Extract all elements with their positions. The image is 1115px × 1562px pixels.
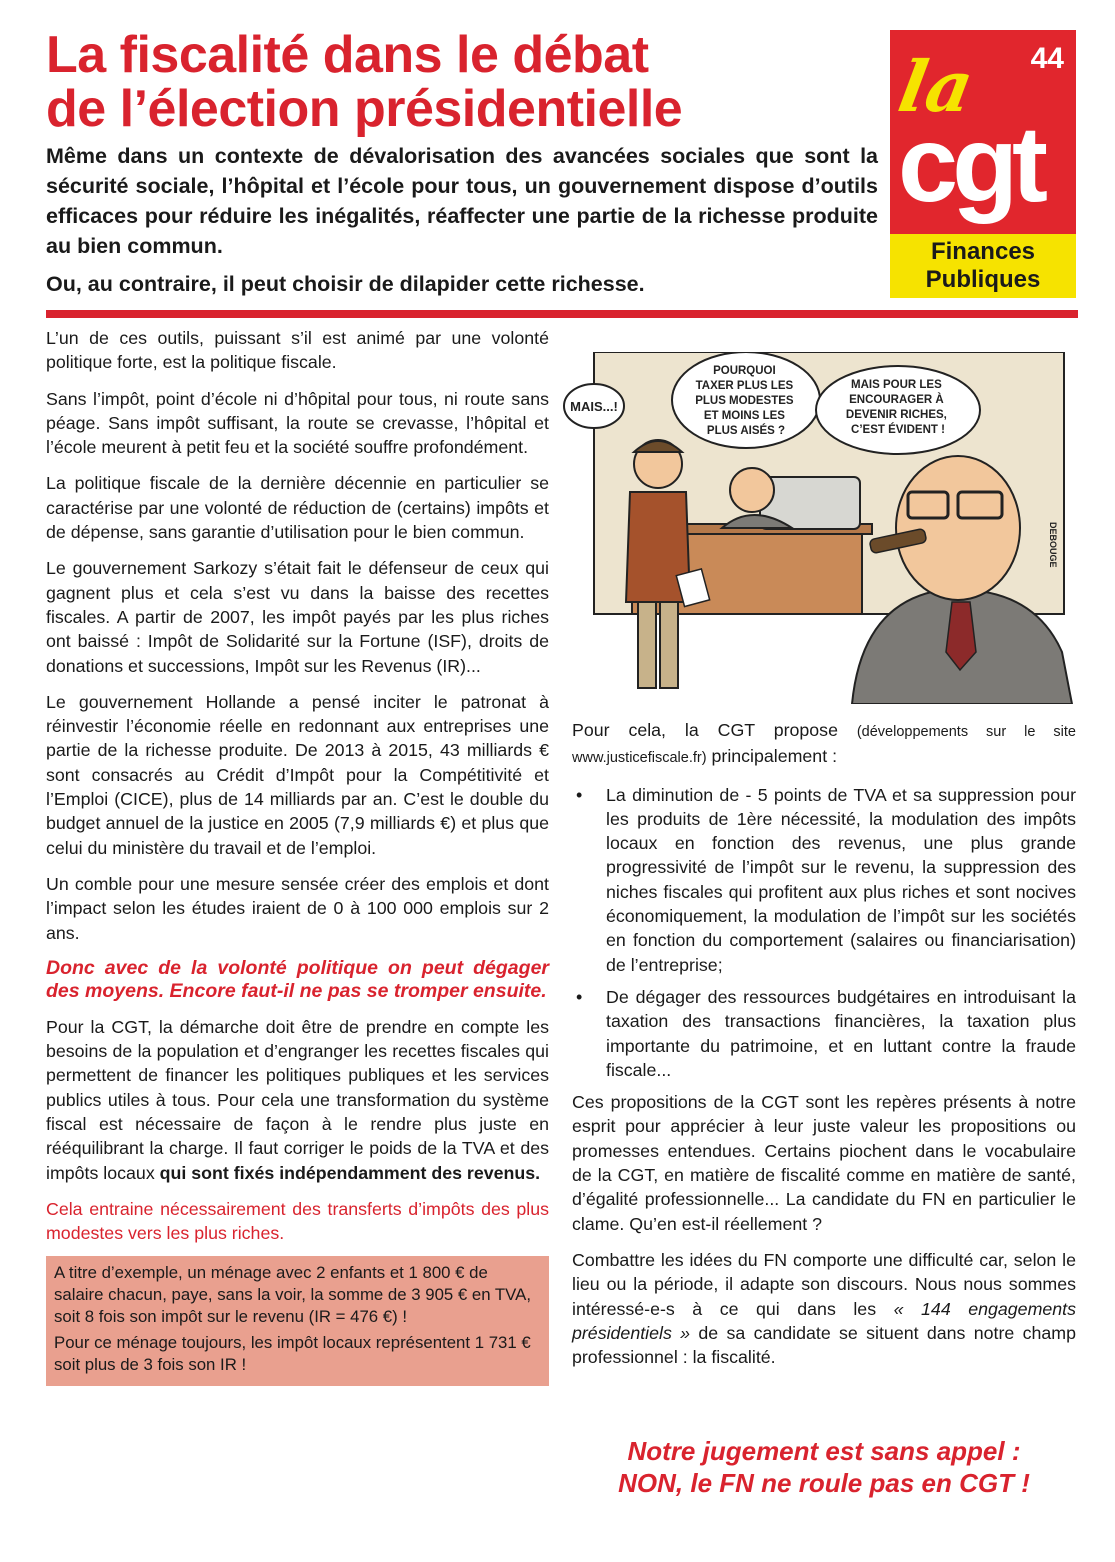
conclusion-line-2: NON, le FN ne roule pas en CGT ! — [618, 1468, 1030, 1498]
paragraph-bold-text: qui sont fixés indépendamment des revenus. — [159, 1162, 541, 1183]
logo-publiques: Publiques — [925, 266, 1041, 293]
lead-text-end: principalement : — [706, 746, 838, 767]
list-item: • La diminution de - 5 points de TVA et sa suppression pour les produits de 1ère nécessité, la modulation des impôts locaux en fonction des revenus, une plus grande progressivité de l’impôt sur le revenu, la suppression des niches fiscales qui profitent aux plus riches et sont nocives économiquement, la modulation de l’impôt sur les sociétés en fonction du comportement (salaires ou financiarisation) de l’entreprise; — [572, 783, 1076, 977]
red-divider — [46, 310, 1078, 318]
bubble-q-line: TAXER PLUS LES — [695, 380, 794, 392]
logo-la: la — [892, 45, 980, 128]
intro-paragraph: Même dans un contexte de dévalorisation des avancées sociales que sont la sécurité sociale, l’hôpital et l’école pour tous, un gouvernement dispose d’outils efficaces pour réduire les inégalités, réaffecter une partie de la richesse produite au bien commun. — [46, 144, 878, 258]
paragraph-italic-text: « 144 engagements présidentiels » — [572, 1298, 1076, 1343]
title-line-1: La fiscalité dans le débat — [46, 26, 649, 84]
proposals-lead — [572, 718, 1076, 771]
cartoon-rich-man-head — [896, 456, 1020, 600]
paragraph — [572, 1248, 1076, 1369]
bubble-q-line: PLUS AISÉS ? — [706, 425, 786, 437]
left-column — [46, 326, 549, 1386]
list-item: • De dégager des ressources budgétaires en introduisant la taxation des transactions financières, la taxation plus importante du patrimoine, et en luttant contre la fraude fiscale... — [572, 985, 1076, 1082]
red-paragraph: Cela entraine nécessairement des transferts d’impôts des plus modestes vers les plus riches. — [46, 1198, 549, 1244]
cgt-logo — [890, 30, 1076, 298]
paragraph: Le gouvernement Sarkozy s’était fait le défenseur de ceux qui gagnent plus et cela s’est vu dans la baisse des recettes fiscales. A partir de 2007, les impôt payés par les plus riches ont baissé : Impôt de Solidarité sur la Fortune (ISF), droits de donations et successions, Impôt sur les Revenus (IR)... — [46, 558, 549, 676]
lead-website-note: (développements sur le site www.justicefiscale.fr) — [572, 724, 1076, 767]
conclusion-statement — [572, 1435, 1076, 1499]
paragraph: L’un de ces outils, puissant s’il est animé par une volonté politique forte, est la politique fiscale. — [46, 328, 549, 373]
paragraph-text-end: de sa candidate se situent dans notre champ professionnel : la fiscalité. — [572, 1322, 1076, 1368]
paragraph-text: Pour la CGT, la démarche doit être de prendre en compte les besoins de la population et d’engranger les recettes fiscales qui permettent de financer les politiques publiques et les services publics utiles à tous. Pour cela une transformation du système fiscal est nécessaire de façon à le rendre plus juste en rééquilibrant la charge. Il faut corriger le poids de la TVA et des impôts locaux — [46, 1016, 549, 1183]
title-line-2: de l’élection présidentielle — [46, 80, 683, 138]
bubble-a-line: DEVENIR RICHES, — [845, 409, 947, 421]
right-column — [572, 718, 1076, 1381]
bubble-a-line: MAIS POUR LES — [851, 379, 942, 391]
logo-number: 44 — [1030, 42, 1064, 75]
proposals-list — [572, 783, 1076, 1083]
bubble-q-line: ET MOINS LES — [703, 410, 785, 422]
example-text-2: Pour ce ménage toujours, les impôt locaux représentent 1 731 € soit plus de 3 fois son IR ! — [54, 1332, 531, 1374]
cartoon-signature: DEBOUGE — [1048, 522, 1058, 568]
bubble-q-line: PLUS MODESTES — [695, 395, 794, 407]
example-box — [46, 1256, 549, 1386]
paragraph-text: Combattre les idées du FN comporte une difficulté car, selon le lieu ou la période, il adapte son discours. Nous nous sommes intéressé-e-s à ce qui dans les — [572, 1249, 1076, 1319]
intro-conclusion: Ou, au contraire, il peut choisir de dilapider cette richesse. — [46, 272, 645, 296]
example-text-1: A titre d’exemple, un ménage avec 2 enfants et 1 800 € de salaire chacun, paye, sans la voir, la somme de 3 905 € en TVA, soit 8 fois son impôt sur le revenu (IR = 476 €) ! — [54, 1262, 531, 1326]
cartoon-illustration — [562, 352, 1080, 704]
logo-subtitle-box — [890, 234, 1076, 298]
bubble-q-line: POURQUOI — [713, 365, 776, 377]
lead-text: Pour cela, la CGT propose — [572, 720, 857, 740]
bubble-a-line: C’EST ÉVIDENT ! — [851, 424, 945, 436]
bubble-mais-text: MAIS...! — [570, 399, 618, 414]
cartoon-clerk-head — [730, 468, 774, 512]
paragraph: Sans l’impôt, point d’école ni d’hôpital pour tous, ni route sans péage. Sans impôt suffisant, la route se crevasse, l’hôpital et l’école meurent à petit feu et la société souffre profondément. — [46, 388, 549, 458]
callout-statement: Donc avec de la volonté politique on peut dégager des moyens. Encore faut-il ne pas se tromper ensuite. — [46, 956, 549, 1002]
paragraph — [46, 1015, 549, 1185]
page-title — [46, 28, 886, 136]
paragraph: La politique fiscale de la dernière décennie en particulier se caractérise par une volonté de réduction de (certains) impôts et de dépense, sans garantie d’utilisation pour le bien commun. — [46, 473, 549, 543]
paragraph: Ces propositions de la CGT sont les repères présents à notre esprit pour apprécier à leur juste valeur les propositions ou promesses entendues. Certains piochent dans le vocabulaire de la CGT, en matière de fiscalité comme en matière de santé, d’égalité professionnelle... La candidate du FN en particulier le clame. Qu’en est-il réellement ? — [572, 1092, 1076, 1234]
logo-finances: Finances — [930, 238, 1036, 265]
logo-cgt: cgt — [898, 103, 1042, 224]
paragraph: Le gouvernement Hollande a pensé inciter le patronat à réinvestir l’économie réelle en redonnant aux entreprises une partie de la richesse produite. De 2013 à 2015, 43 milliards € sont consacrés au Crédit d’Impôt pour la Compétitivité et l’Emploi (CICE), plus de 14 milliards par an. C’est le double du budget annuel de la justice en 2005 (7,9 milliards €) et plus que celui du ministère du travail et de l’emploi. — [46, 691, 549, 858]
bubble-a-line: ENCOURAGER À — [849, 394, 944, 406]
conclusion-line-1: Notre jugement est sans appel : — [627, 1436, 1021, 1466]
paragraph: Un comble pour une mesure sensée créer des emplois et dont l’impact selon les études iraient de 0 à 100 000 emplois sur 2 ans. — [46, 873, 549, 943]
